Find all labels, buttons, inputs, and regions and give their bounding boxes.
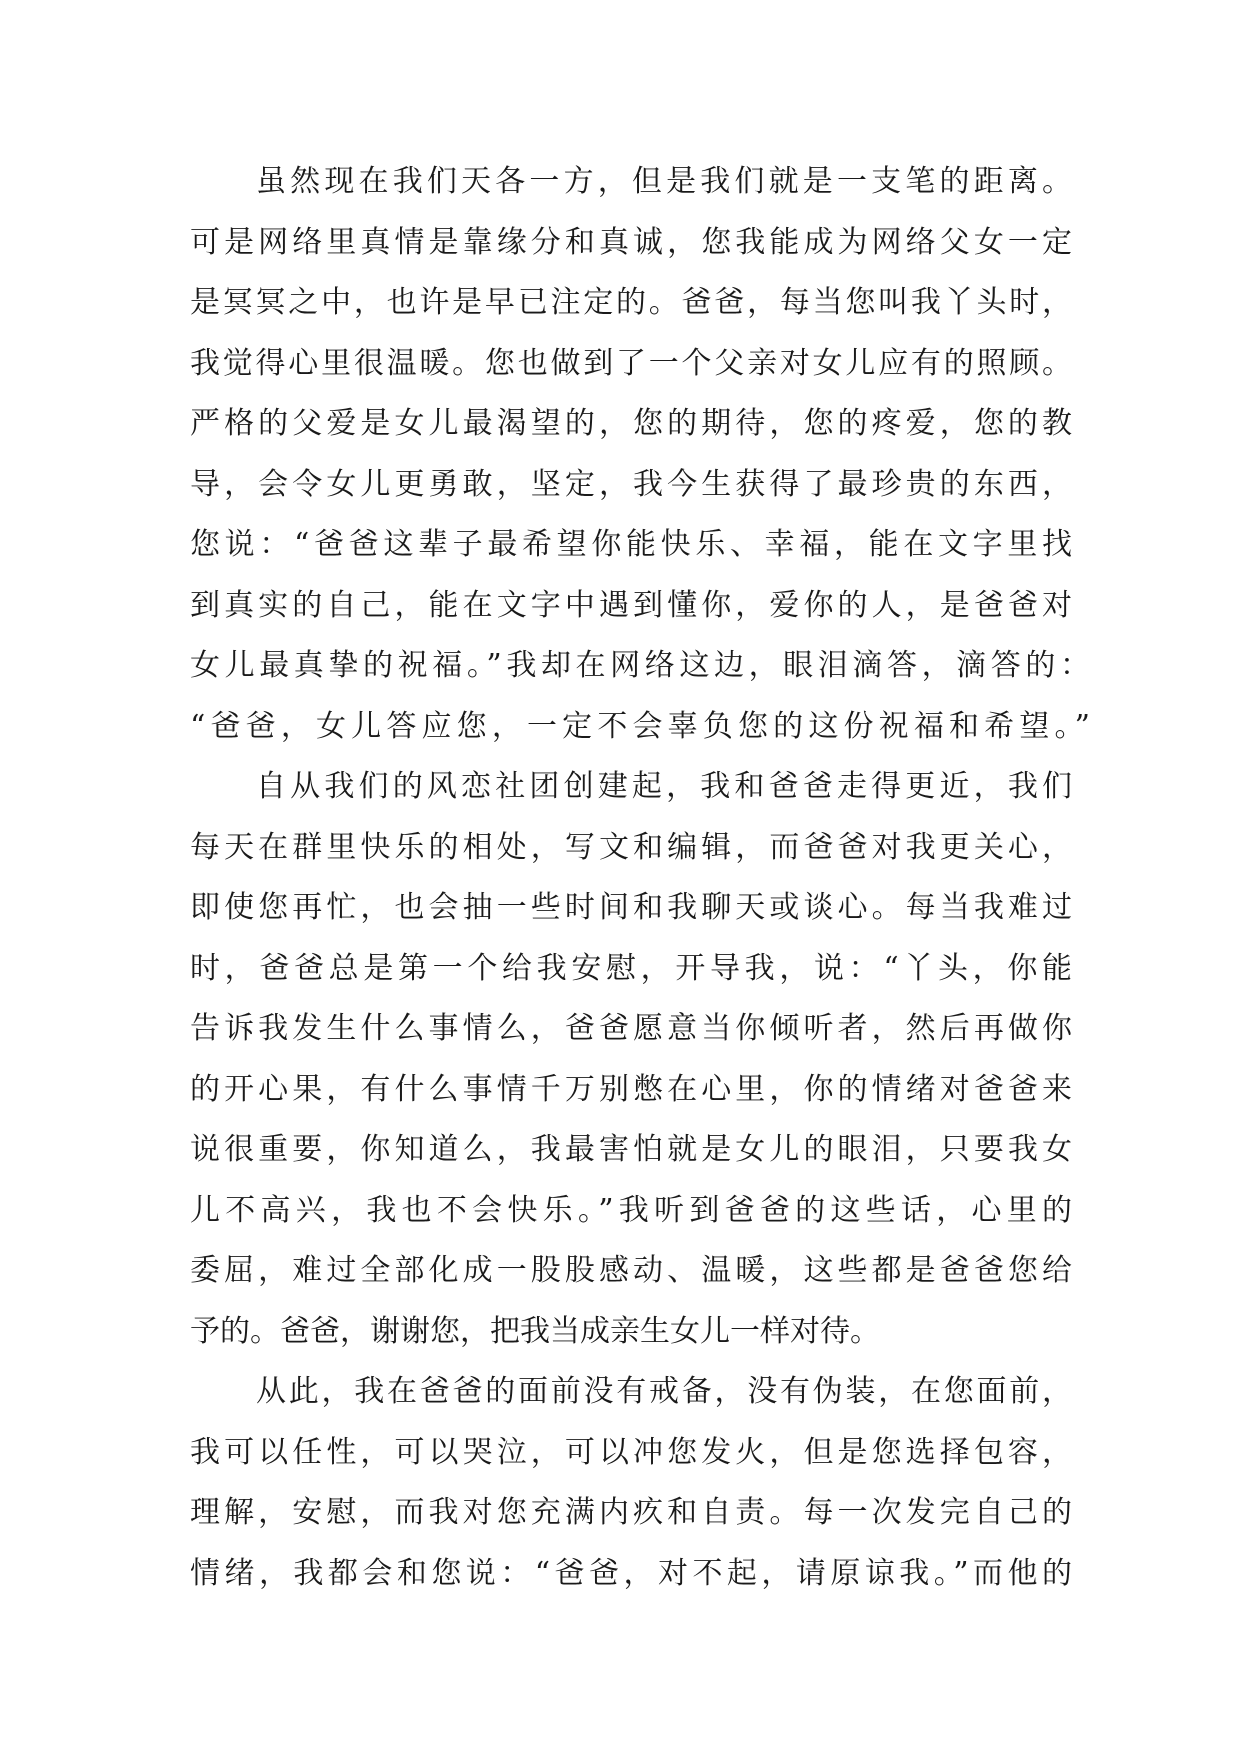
text-line: 可是网络里真情是靠缘分和真诚，您我能成为网络父女一定: [190, 224, 1072, 260]
text-line: “爸爸，女儿答应您，一定不会辜负您的这份祝福和希望。”: [190, 708, 1090, 744]
text-line: 从此，我在爸爸的面前没有戒备，没有伪装，在您面前，: [256, 1374, 1072, 1409]
text-line: 严格的父爱是女儿最渴望的，您的期待，您的疼爱，您的教: [190, 406, 1072, 441]
text-line: 虽然现在我们天各一方，但是我们就是一支笔的距离。: [256, 164, 1072, 199]
text-line: 时，爸爸总是第一个给我安慰，开导我，说：“丫头，你能: [190, 950, 1072, 986]
text-line: 予的。爸爸，谢谢您，把我当成亲生女儿一样对待。: [190, 1313, 880, 1349]
text-line: 儿不高兴，我也不会快乐。”我听到爸爸的这些话，心里的: [190, 1192, 1072, 1228]
text-line: 的开心果，有什么事情千万别憋在心里，你的情绪对爸爸来: [190, 1071, 1072, 1107]
text-line: 每天在群里快乐的相处，写文和编辑，而爸爸对我更关心，: [190, 829, 1072, 865]
text-line: 委屈，难过全部化成一股股感动、温暖，这些都是爸爸您给: [190, 1253, 1072, 1288]
text-line: 我可以任性，可以哭泣，可以冲您发火，但是您选择包容，: [190, 1434, 1072, 1470]
text-line: 理解，安慰，而我对您充满内疚和自责。每一次发完自己的: [190, 1495, 1072, 1530]
text-line: 说很重要，你知道么，我最害怕就是女儿的眼泪，只要我女: [190, 1132, 1072, 1167]
text-line: 情绪，我都会和您说：“爸爸，对不起，请原谅我。”而他的: [190, 1555, 1072, 1591]
text-line: 自从我们的风恋社团创建起，我和爸爸走得更近，我们: [256, 769, 1072, 804]
text-line: 我觉得心里很温暖。您也做到了一个父亲对女儿应有的照顾。: [190, 345, 1072, 381]
text-line: 告诉我发生什么事情么，爸爸愿意当你倾听者，然后再做你: [190, 1011, 1072, 1046]
text-line: 即使您再忙，也会抽一些时间和我聊天或谈心。每当我难过: [190, 890, 1072, 925]
text-line: 导，会令女儿更勇敢，坚定，我今生获得了最珍贵的东西，: [190, 466, 1072, 502]
text-line: 是冥冥之中，也许是早已注定的。爸爸，每当您叫我丫头时，: [190, 285, 1072, 320]
text-line: 您说：“爸爸这辈子最希望你能快乐、幸福，能在文字里找: [190, 527, 1072, 562]
text-line: 到真实的自己，能在文字中遇到懂你，爱你的人，是爸爸对: [190, 587, 1072, 623]
body-text: [190, 152, 1090, 1604]
text-line: 女儿最真挚的祝福。”我却在网络这边，眼泪滴答，滴答的：: [190, 648, 1090, 683]
